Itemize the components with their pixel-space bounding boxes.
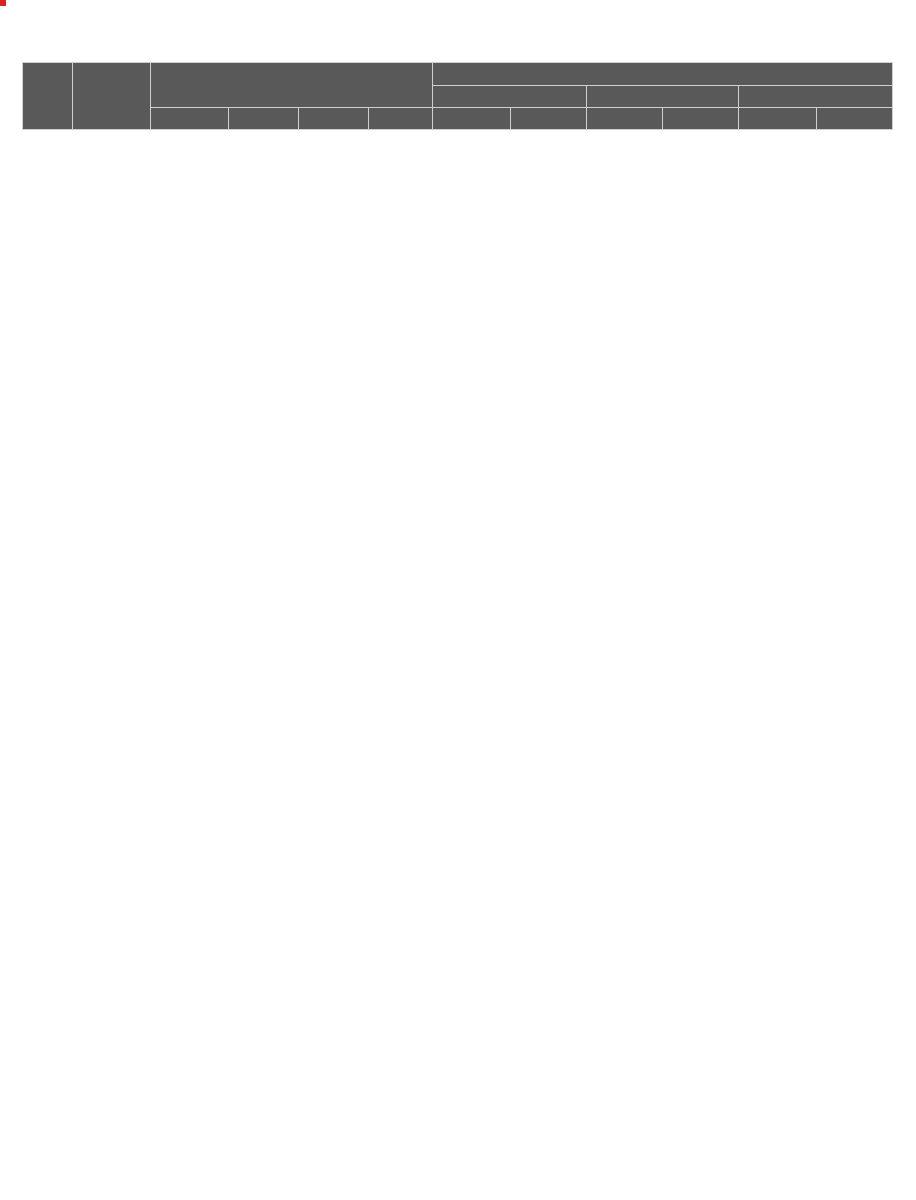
header-prefecture (73, 63, 151, 130)
header-decade (587, 86, 739, 108)
decade-decline-highlight (0, 0, 6, 6)
header-covid-ratio (433, 108, 511, 130)
header-year-2024 (369, 108, 433, 130)
header-decade-decline (663, 108, 739, 130)
header-births (151, 63, 433, 108)
header-year-1990 (151, 108, 229, 130)
header-covid-decline (511, 108, 587, 130)
header-covid (433, 86, 587, 108)
header-gen-decline (817, 108, 893, 130)
header-decade-ratio (587, 108, 663, 130)
header-generation (739, 86, 893, 108)
header-year-2019 (299, 108, 369, 130)
header-year-2014 (229, 108, 299, 130)
header-gen-ratio (739, 108, 817, 130)
header-rank (23, 63, 73, 130)
ranking-table (22, 62, 893, 130)
header-index (433, 63, 893, 86)
